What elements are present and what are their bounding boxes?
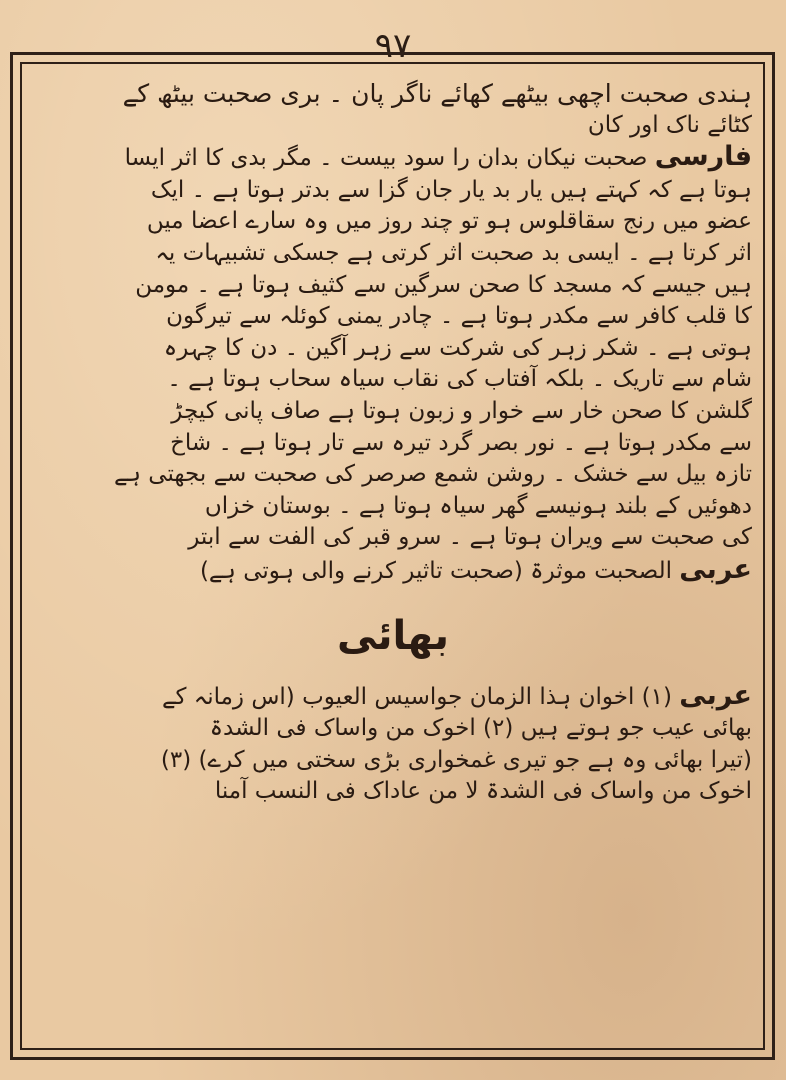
arabic-quotes-line-1 [34,680,752,714]
paragraph-line: دھوئیں کے بلند ہونیسے گھر سیاہ ہوتا ہے ۔ بوستان خزاں [204,492,752,519]
paragraph-line: سے مکدر ہوتا ہے ۔ نور بصر گرد تیرہ سے تار ہوتا ہے ۔ شاخ [170,429,752,456]
arabic-quotes-first-text: (۱) اخوان ہذا الزمان جواسیس العیوب (اس زمانہ کے [161,683,672,710]
section-heading: بھائی [337,612,449,659]
quote-line: (تیرا بھائی وہ ہے جو تیری غمخواری بڑی سختی میں کرے) (۳) [160,746,752,773]
paragraph-line: تازہ بیل سے خشک ۔ روشن شمع صرصر کی صحبت سے بجھتی ہے [114,461,752,488]
page-number: ۹۷ [374,26,412,66]
persian-paragraph-line-1 [34,141,752,175]
paragraph-line: ہیں جیسے کہ مسجد کا صحن سرگین سے کثیف ہوتا ہے ۔ مومن [135,271,752,298]
quote-line: اخوک من واساک فی الشدۃ لا من عاداک فی النسب آمنا [214,778,752,805]
paragraph-line: اثر کرتا ہے ۔ ایسی بد صحبت اثر کرتی ہے جسکی تشبیہات یہ [155,239,752,266]
persian-first-line-text: صحبت نیکان بدان را سود بیست ۔ مگر بدی کا اثر ایسا [124,145,648,172]
paragraph-line: کی صحبت سے ویران ہوتا ہے ۔ سرو قبر کی الفت سے ابتر [188,524,752,551]
hindi-proverb-line-1: ہندی صحبت اچھی بیٹھے کھائے ناگر پان ۔ بری صحبت بیٹھ کے [122,79,752,108]
paragraph-line: کا قلب کافر سے مکدر ہوتا ہے ۔ چادر یمنی کوئلہ سے تیرگون [166,303,752,330]
paragraph-line: گلشن کا صحن خار سے خوار و زبون ہوتا ہے صاف پانی کیچڑ [171,397,752,424]
paragraph-line: ہوتی ہے ۔ شکر زہر کی شرکت سے زہر آگین ۔ دن کا چہرہ [163,334,752,361]
paragraph-line: شام سے تاریک ۔ بلکہ آفتاب کی نقاب سیاہ سحاب ہوتا ہے ۔ [167,366,752,393]
persian-label: فارسی [654,141,752,173]
arabic-label-2: عربی [679,679,752,711]
paragraph-line: ہوتا ہے کہ کہتے ہیں یار بد یار جان گزا سے بدتر ہوتا ہے ۔ ایک [150,176,752,203]
arabic-saying-text: الصحبت موثرۃ (صحبت تاثیر کرنے والی ہوتی ہے) [199,557,672,584]
text-body [34,78,752,1044]
hindi-proverb-line-2: کٹائے ناک اور کان [587,111,752,138]
paragraph-line: عضو میں رنج سقاقلوس ہو تو چند روز میں وہ سارے اعضا میں [146,208,752,235]
arabic-label: عربی [679,553,752,585]
arabic-saying-line [34,554,752,588]
quote-line: بھائی عیب جو ہوتے ہیں (۲) اخوک من واساک فی الشدۃ [209,715,752,742]
